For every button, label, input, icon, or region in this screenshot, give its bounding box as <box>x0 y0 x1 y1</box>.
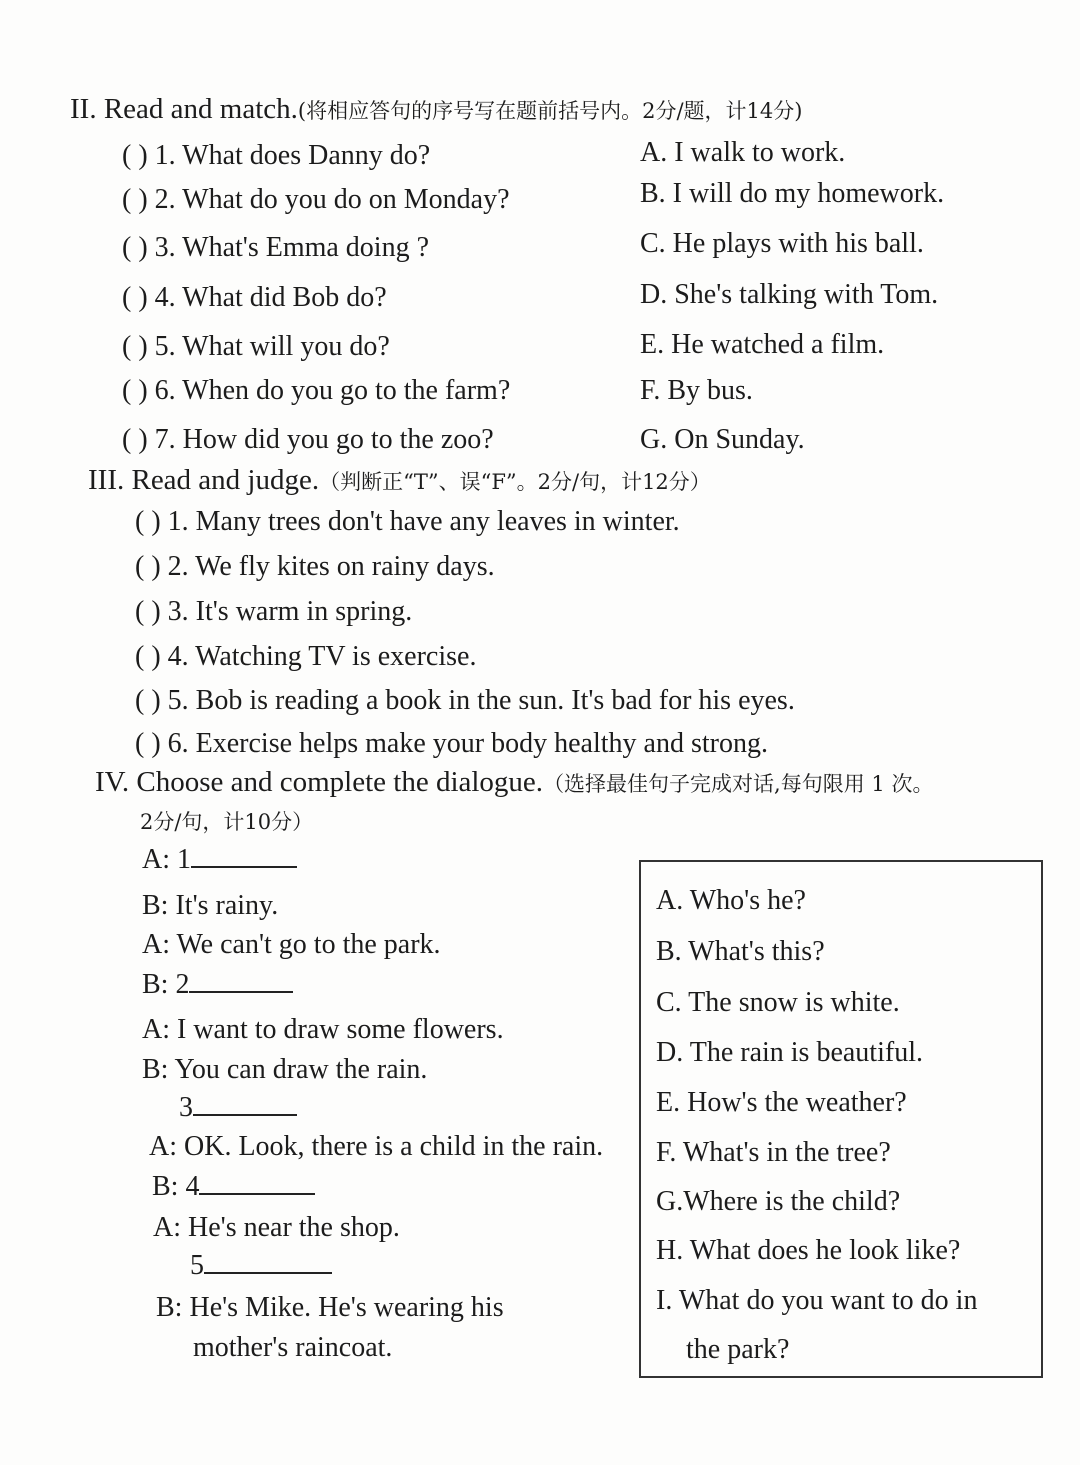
judge-item-1: ( ) 1. Many trees don't have any leaves in winter. <box>135 506 680 537</box>
dialogue-line-3 <box>142 931 441 959</box>
match-answer-e: E. He watched a film. <box>640 329 885 360</box>
dialogue-line-11 <box>190 1252 332 1280</box>
option-b: B. What's this? <box>656 936 825 967</box>
match-answer-b: B. I will do my homework. <box>640 178 945 209</box>
speaker-label: A: <box>142 844 170 875</box>
match-question-6: ( ) 6. When do you go to the farm? <box>122 375 511 406</box>
dialogue-line-5 <box>142 1016 504 1044</box>
speaker-label: B: <box>142 969 169 1000</box>
dialogue-text: I want to draw some flowers. <box>177 1014 504 1045</box>
blank-number: 3 <box>179 1092 193 1123</box>
dialogue-line-10 <box>153 1214 400 1242</box>
dialogue-text: We can't go to the park. <box>176 929 441 960</box>
blank-number: 4 <box>185 1171 200 1202</box>
answer-blank-5[interactable] <box>204 1272 332 1274</box>
speaker-label: B: <box>142 890 169 921</box>
section4-note-line2 <box>140 806 313 835</box>
dialogue-text: mother's raincoat. <box>193 1332 393 1363</box>
dialogue-line-8 <box>149 1133 603 1161</box>
option-i: I. What do you want to do in <box>656 1285 978 1316</box>
option-i-continued: the park? <box>686 1334 790 1365</box>
speaker-label: B: <box>142 1054 169 1085</box>
match-question-1: ( ) 1. What does Danny do? <box>122 140 431 171</box>
judge-item-4: ( ) 4. Watching TV is exercise. <box>135 641 477 672</box>
section4-note: （选择最佳句子完成对话,每句限用 1 次。 <box>543 772 934 796</box>
judge-item-5: ( ) 5. Bob is reading a book in the sun. It's bad for his eyes. <box>135 685 795 716</box>
section2-note: (将相应答句的序号写在题前括号内。2分/题，计14分) <box>297 99 803 123</box>
dialogue-text: It's rainy. <box>175 890 279 921</box>
speaker-label: B: <box>152 1171 179 1202</box>
dialogue-line-9 <box>152 1173 315 1201</box>
match-question-3: ( ) 3. What's Emma doing ? <box>122 232 430 263</box>
dialogue-line-7 <box>179 1094 297 1122</box>
answer-blank-1[interactable] <box>191 866 297 868</box>
option-a: A. Who's he? <box>656 885 806 916</box>
match-question-7: ( ) 7. How did you go to the zoo? <box>122 424 494 455</box>
option-g: G.Where is the child? <box>656 1186 901 1217</box>
answer-blank-3[interactable] <box>193 1114 297 1116</box>
dialogue-text: OK. Look, there is a child in the rain. <box>184 1131 604 1162</box>
dialogue-text: He's near the shop. <box>188 1212 400 1243</box>
option-e: E. How's the weather? <box>656 1087 907 1118</box>
blank-number: 2 <box>175 969 190 1000</box>
answer-blank-2[interactable] <box>189 991 293 993</box>
match-question-5: ( ) 5. What will you do? <box>122 331 390 362</box>
dialogue-line-12 <box>156 1294 504 1322</box>
option-c: C. The snow is white. <box>656 987 900 1018</box>
section2-heading <box>70 95 802 124</box>
section3-note: （判断正“T”、误“F”。2分/句，计12分） <box>319 470 711 494</box>
speaker-label: A: <box>142 1014 170 1045</box>
match-answer-c: C. He plays with his ball. <box>640 228 924 259</box>
match-answer-a: A. I walk to work. <box>640 137 846 168</box>
section4-heading <box>95 768 933 797</box>
judge-item-3: ( ) 3. It's warm in spring. <box>135 596 413 627</box>
match-question-2: ( ) 2. What do you do on Monday? <box>122 184 510 215</box>
section3-title: III. Read and judge. <box>88 464 320 496</box>
option-d: D. The rain is beautiful. <box>656 1037 923 1068</box>
match-answer-d: D. She's talking with Tom. <box>640 279 939 310</box>
dialogue-line-4 <box>142 971 293 999</box>
dialogue-line-6 <box>142 1056 427 1084</box>
answer-blank-4[interactable] <box>199 1193 315 1195</box>
match-answer-g: G. On Sunday. <box>640 424 805 455</box>
section3-heading <box>88 466 711 495</box>
match-question-4: ( ) 4. What did Bob do? <box>122 282 387 313</box>
section4-note2: 2分/句，计10分） <box>140 810 314 834</box>
blank-number: 5 <box>190 1250 204 1281</box>
section2-title: II. Read and match. <box>70 93 298 125</box>
match-answer-f: F. By bus. <box>640 375 753 406</box>
dialogue-line-2 <box>142 892 278 920</box>
judge-item-6: ( ) 6. Exercise helps make your body healthy and strong. <box>135 728 768 759</box>
dialogue-text: You can draw the rain. <box>174 1054 428 1085</box>
dialogue-line-13 <box>193 1334 392 1362</box>
dialogue-text: He's Mike. He's wearing his <box>189 1292 504 1323</box>
speaker-label: A: <box>149 1131 177 1162</box>
dialogue-line-1 <box>142 846 297 874</box>
option-f: F. What's in the tree? <box>656 1137 891 1168</box>
speaker-label: A: <box>153 1212 181 1243</box>
speaker-label: A: <box>142 929 170 960</box>
blank-number: 1 <box>177 844 191 875</box>
judge-item-2: ( ) 2. We fly kites on rainy days. <box>135 551 495 582</box>
option-h: H. What does he look like? <box>656 1235 961 1266</box>
section4-title: IV. Choose and complete the dialogue. <box>95 766 544 798</box>
speaker-label: B: <box>156 1292 183 1323</box>
